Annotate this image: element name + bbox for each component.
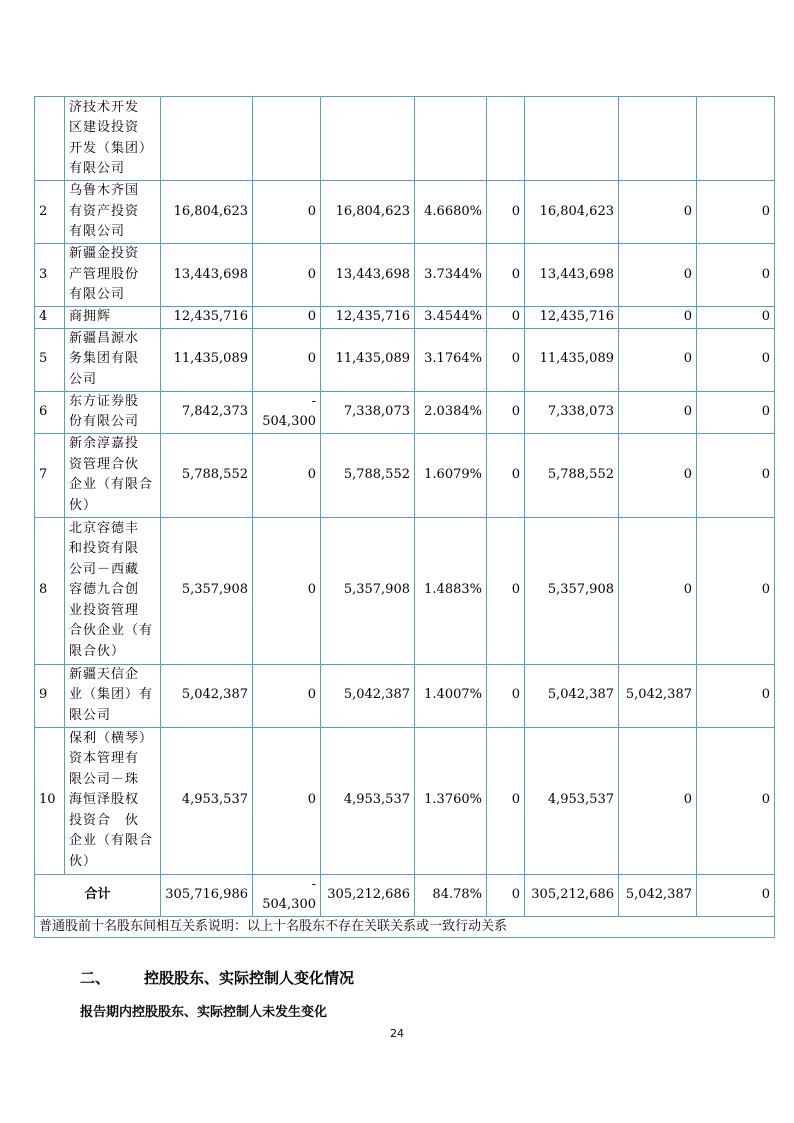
unrestricted-shares-cell: 11,435,089: [525, 328, 619, 391]
shares-held-cell: 5,788,552: [321, 433, 415, 517]
shareholder-name-line: 业投资管理: [69, 602, 140, 618]
top-ten-shareholders-table: [34, 96, 775, 938]
shareholder-name-line: 公司－西藏: [69, 561, 140, 577]
shareholder-name-line: 有限公司: [69, 161, 126, 176]
shares-end-of-period-cell: 13,443,698: [161, 244, 253, 307]
shareholder-name-line: 企业（有限合: [69, 833, 154, 849]
frozen-shares-cell: 0: [697, 664, 775, 727]
table-row: [35, 328, 775, 391]
shares-end-of-period-cell: 7,842,373: [161, 391, 253, 433]
frozen-shares-cell: 0: [697, 433, 775, 517]
shareholder-name-line: 容德九合创: [69, 582, 140, 598]
shareholder-name-line: 有限公司: [69, 287, 126, 303]
shares-held-cell: 4,953,537: [321, 727, 415, 874]
holding-ratio-cell: 3.4544%: [415, 307, 487, 329]
restricted-shares-cell: 0: [487, 307, 525, 329]
minus-sign: -: [311, 876, 316, 892]
unrestricted-shares-cell: 5,357,908: [525, 517, 619, 664]
pledged-shares-cell: [619, 97, 697, 181]
frozen-shares-cell: 0: [697, 244, 775, 307]
section-title: 控股股东、实际控制人变化情况: [144, 969, 355, 987]
change-in-period-cell: 0: [253, 181, 321, 244]
table-body: [35, 97, 775, 938]
frozen-shares-cell: 0: [697, 328, 775, 391]
restricted-shares-cell: 0: [487, 664, 525, 727]
shareholder-name: [65, 391, 161, 433]
shareholder-name-line: 开发（集团）: [69, 140, 154, 156]
holding-ratio-cell: 3.1764%: [415, 328, 487, 391]
total-frozen-shares-cell: 0: [697, 874, 775, 916]
change-in-period-cell: 0: [253, 727, 321, 874]
holding-ratio-cell: 3.7344%: [415, 244, 487, 307]
holding-ratio-cell: 4.6680%: [415, 181, 487, 244]
change-in-period-cell: [253, 391, 321, 433]
restricted-shares-cell: 0: [487, 433, 525, 517]
shares-held-cell: 12,435,716: [321, 307, 415, 329]
shareholder-name-line: 新疆昌源水: [69, 330, 140, 346]
row-index: 2: [35, 181, 65, 244]
shareholder-name-line: 新疆天信企: [69, 666, 140, 682]
unrestricted-shares-cell: 4,953,537: [525, 727, 619, 874]
shares-held-cell: 13,443,698: [321, 244, 415, 307]
shareholder-name-line: 资本管理有: [69, 751, 140, 767]
table-row: [35, 244, 775, 307]
table-row: [35, 517, 775, 664]
minus-sign: -: [311, 393, 316, 409]
unrestricted-shares-cell: 16,804,623: [525, 181, 619, 244]
restricted-shares-cell: 0: [487, 181, 525, 244]
row-index: 6: [35, 391, 65, 433]
shareholder-name-line: 伙）: [69, 853, 98, 869]
frozen-shares-cell: 0: [697, 181, 775, 244]
shareholder-name-line: 企业（有限合: [69, 477, 154, 492]
pledged-shares-cell: 0: [619, 391, 697, 433]
shareholder-name-line: 有资产投资: [69, 203, 140, 219]
total-change-in-period-cell: [253, 874, 321, 916]
pledged-shares-cell: 0: [619, 727, 697, 874]
frozen-shares-cell: [697, 97, 775, 181]
shareholder-name-line: 公司: [69, 371, 98, 387]
shares-held-cell: 5,042,387: [321, 664, 415, 727]
shareholder-name: [65, 727, 161, 874]
shares-end-of-period-cell: 4,953,537: [161, 727, 253, 874]
shareholder-name: [65, 97, 161, 181]
shareholder-name: [65, 181, 161, 244]
unrestricted-shares-cell: 5,788,552: [525, 433, 619, 517]
shareholder-name: [65, 433, 161, 517]
shareholder-name-line: 乌鲁木齐国: [69, 183, 140, 199]
total-unrestricted-shares-cell: 305,212,686: [525, 874, 619, 916]
shareholder-name-line: 济技术开发: [69, 99, 140, 115]
shareholder-name: [65, 244, 161, 307]
total-shares-end-of-period-cell: 305,716,986: [161, 874, 253, 916]
shareholder-name-line: 伙）: [69, 497, 98, 513]
page-number: 24: [390, 1027, 404, 1040]
pledged-shares-cell: 0: [619, 307, 697, 329]
change-in-period-cell: 0: [253, 244, 321, 307]
shares-end-of-period-cell: 5,788,552: [161, 433, 253, 517]
relationship-note: 普通股前十名股东间相互关系说明：以上十名股东不存在关联关系或一致行动关系: [35, 916, 775, 938]
change-in-period-cell: [253, 97, 321, 181]
shareholder-name-line: 和投资有限: [69, 541, 140, 557]
shareholder-name-line: 限公司: [69, 707, 112, 723]
frozen-shares-cell: 0: [697, 517, 775, 664]
shareholder-name-line: 东方证券股: [69, 393, 140, 409]
pledged-shares-cell: 0: [619, 328, 697, 391]
shareholder-name-line: 限合伙）: [69, 643, 126, 659]
negative-value: 504,300: [262, 414, 316, 429]
unrestricted-shares-cell: 12,435,716: [525, 307, 619, 329]
shares-end-of-period-cell: 11,435,089: [161, 328, 253, 391]
holding-ratio-cell: [415, 97, 487, 181]
unrestricted-shares-cell: 13,443,698: [525, 244, 619, 307]
frozen-shares-cell: 0: [697, 307, 775, 329]
pledged-shares-cell: 0: [619, 244, 697, 307]
table-row: [35, 433, 775, 517]
total-label: 合计: [35, 874, 161, 916]
total-shares-held-cell: 305,212,686: [321, 874, 415, 916]
table-row: [35, 307, 775, 329]
shares-end-of-period-cell: 12,435,716: [161, 307, 253, 329]
negative-value: 504,300: [262, 897, 316, 912]
shareholder-name-line: 北京容德丰: [69, 520, 140, 536]
change-in-period-cell: 0: [253, 307, 321, 329]
shareholder-name-line: 商拥辉: [69, 309, 112, 324]
table-row: [35, 664, 775, 727]
pledged-shares-cell: 0: [619, 517, 697, 664]
row-index: 3: [35, 244, 65, 307]
shares-held-cell: 11,435,089: [321, 328, 415, 391]
shareholder-name-line: 投资合 伙: [69, 812, 140, 828]
note-row: [35, 916, 775, 938]
shareholder-name-line: 海恒泽股权: [69, 792, 140, 808]
shares-held-cell: 7,338,073: [321, 391, 415, 433]
change-in-period-cell: 0: [253, 664, 321, 727]
holding-ratio-cell: 1.3760%: [415, 727, 487, 874]
shares-end-of-period-cell: [161, 97, 253, 181]
shares-held-cell: 16,804,623: [321, 181, 415, 244]
shares-end-of-period-cell: 5,357,908: [161, 517, 253, 664]
holding-ratio-cell: 1.4883%: [415, 517, 487, 664]
change-in-period-cell: 0: [253, 517, 321, 664]
shares-held-cell: 5,357,908: [321, 517, 415, 664]
shareholder-name-line: 有限公司: [69, 224, 126, 240]
shareholder-name: [65, 664, 161, 727]
frozen-shares-cell: 0: [697, 391, 775, 433]
section-heading: [80, 967, 354, 988]
table-row: [35, 391, 775, 433]
shareholder-name-line: 合伙企业（有: [69, 623, 154, 639]
shareholder-name-line: 务集团有限: [69, 351, 140, 367]
row-index: 10: [35, 727, 65, 874]
holding-ratio-cell: 1.6079%: [415, 433, 487, 517]
shares-end-of-period-cell: 16,804,623: [161, 181, 253, 244]
row-index: [35, 97, 65, 181]
frozen-shares-cell: 0: [697, 727, 775, 874]
total-row: [35, 874, 775, 916]
row-index: 5: [35, 328, 65, 391]
total-holding-ratio-cell: 84.78%: [415, 874, 487, 916]
shares-end-of-period-cell: 5,042,387: [161, 664, 253, 727]
shareholder-name-line: 保利（横琴）: [69, 730, 154, 746]
restricted-shares-cell: 0: [487, 391, 525, 433]
pledged-shares-cell: 5,042,387: [619, 664, 697, 727]
holding-ratio-cell: 2.0384%: [415, 391, 487, 433]
restricted-shares-cell: 0: [487, 727, 525, 874]
shareholder-name: [65, 307, 161, 329]
section-subtitle: 报告期内控股股东、实际控制人未发生变化: [80, 1005, 328, 1020]
row-index: 7: [35, 433, 65, 517]
pledged-shares-cell: 0: [619, 433, 697, 517]
table-row: [35, 727, 775, 874]
restricted-shares-cell: 0: [487, 244, 525, 307]
restricted-shares-cell: 0: [487, 517, 525, 664]
shareholder-name: [65, 517, 161, 664]
shareholder-name-line: 业（集团）有: [69, 687, 154, 703]
total-restricted-shares-cell: 0: [487, 874, 525, 916]
table-row: [35, 181, 775, 244]
shareholder-name: [65, 328, 161, 391]
section-number: 二、: [80, 969, 111, 987]
shares-held-cell: [321, 97, 415, 181]
holding-ratio-cell: 1.4007%: [415, 664, 487, 727]
shareholder-name-line: 区建设投资: [69, 120, 140, 135]
pledged-shares-cell: 0: [619, 181, 697, 244]
row-index: 9: [35, 664, 65, 727]
unrestricted-shares-cell: 5,042,387: [525, 664, 619, 727]
row-index: 8: [35, 517, 65, 664]
shareholder-name-line: 份有限公司: [69, 414, 140, 429]
shareholder-name-line: 新疆金投资: [69, 246, 140, 262]
total-pledged-shares-cell: 5,042,387: [619, 874, 697, 916]
table-row: [35, 97, 775, 181]
shareholder-name-line: 新余淳嘉投: [69, 436, 140, 451]
change-in-period-cell: 0: [253, 328, 321, 391]
row-index: 4: [35, 307, 65, 329]
shareholder-name-line: 限公司－珠: [69, 771, 140, 787]
restricted-shares-cell: [487, 97, 525, 181]
shareholder-name-line: 产管理股份: [69, 266, 140, 282]
unrestricted-shares-cell: 7,338,073: [525, 391, 619, 433]
change-in-period-cell: 0: [253, 433, 321, 517]
unrestricted-shares-cell: [525, 97, 619, 181]
shareholder-name-line: 资管理合伙: [69, 456, 140, 472]
restricted-shares-cell: 0: [487, 328, 525, 391]
